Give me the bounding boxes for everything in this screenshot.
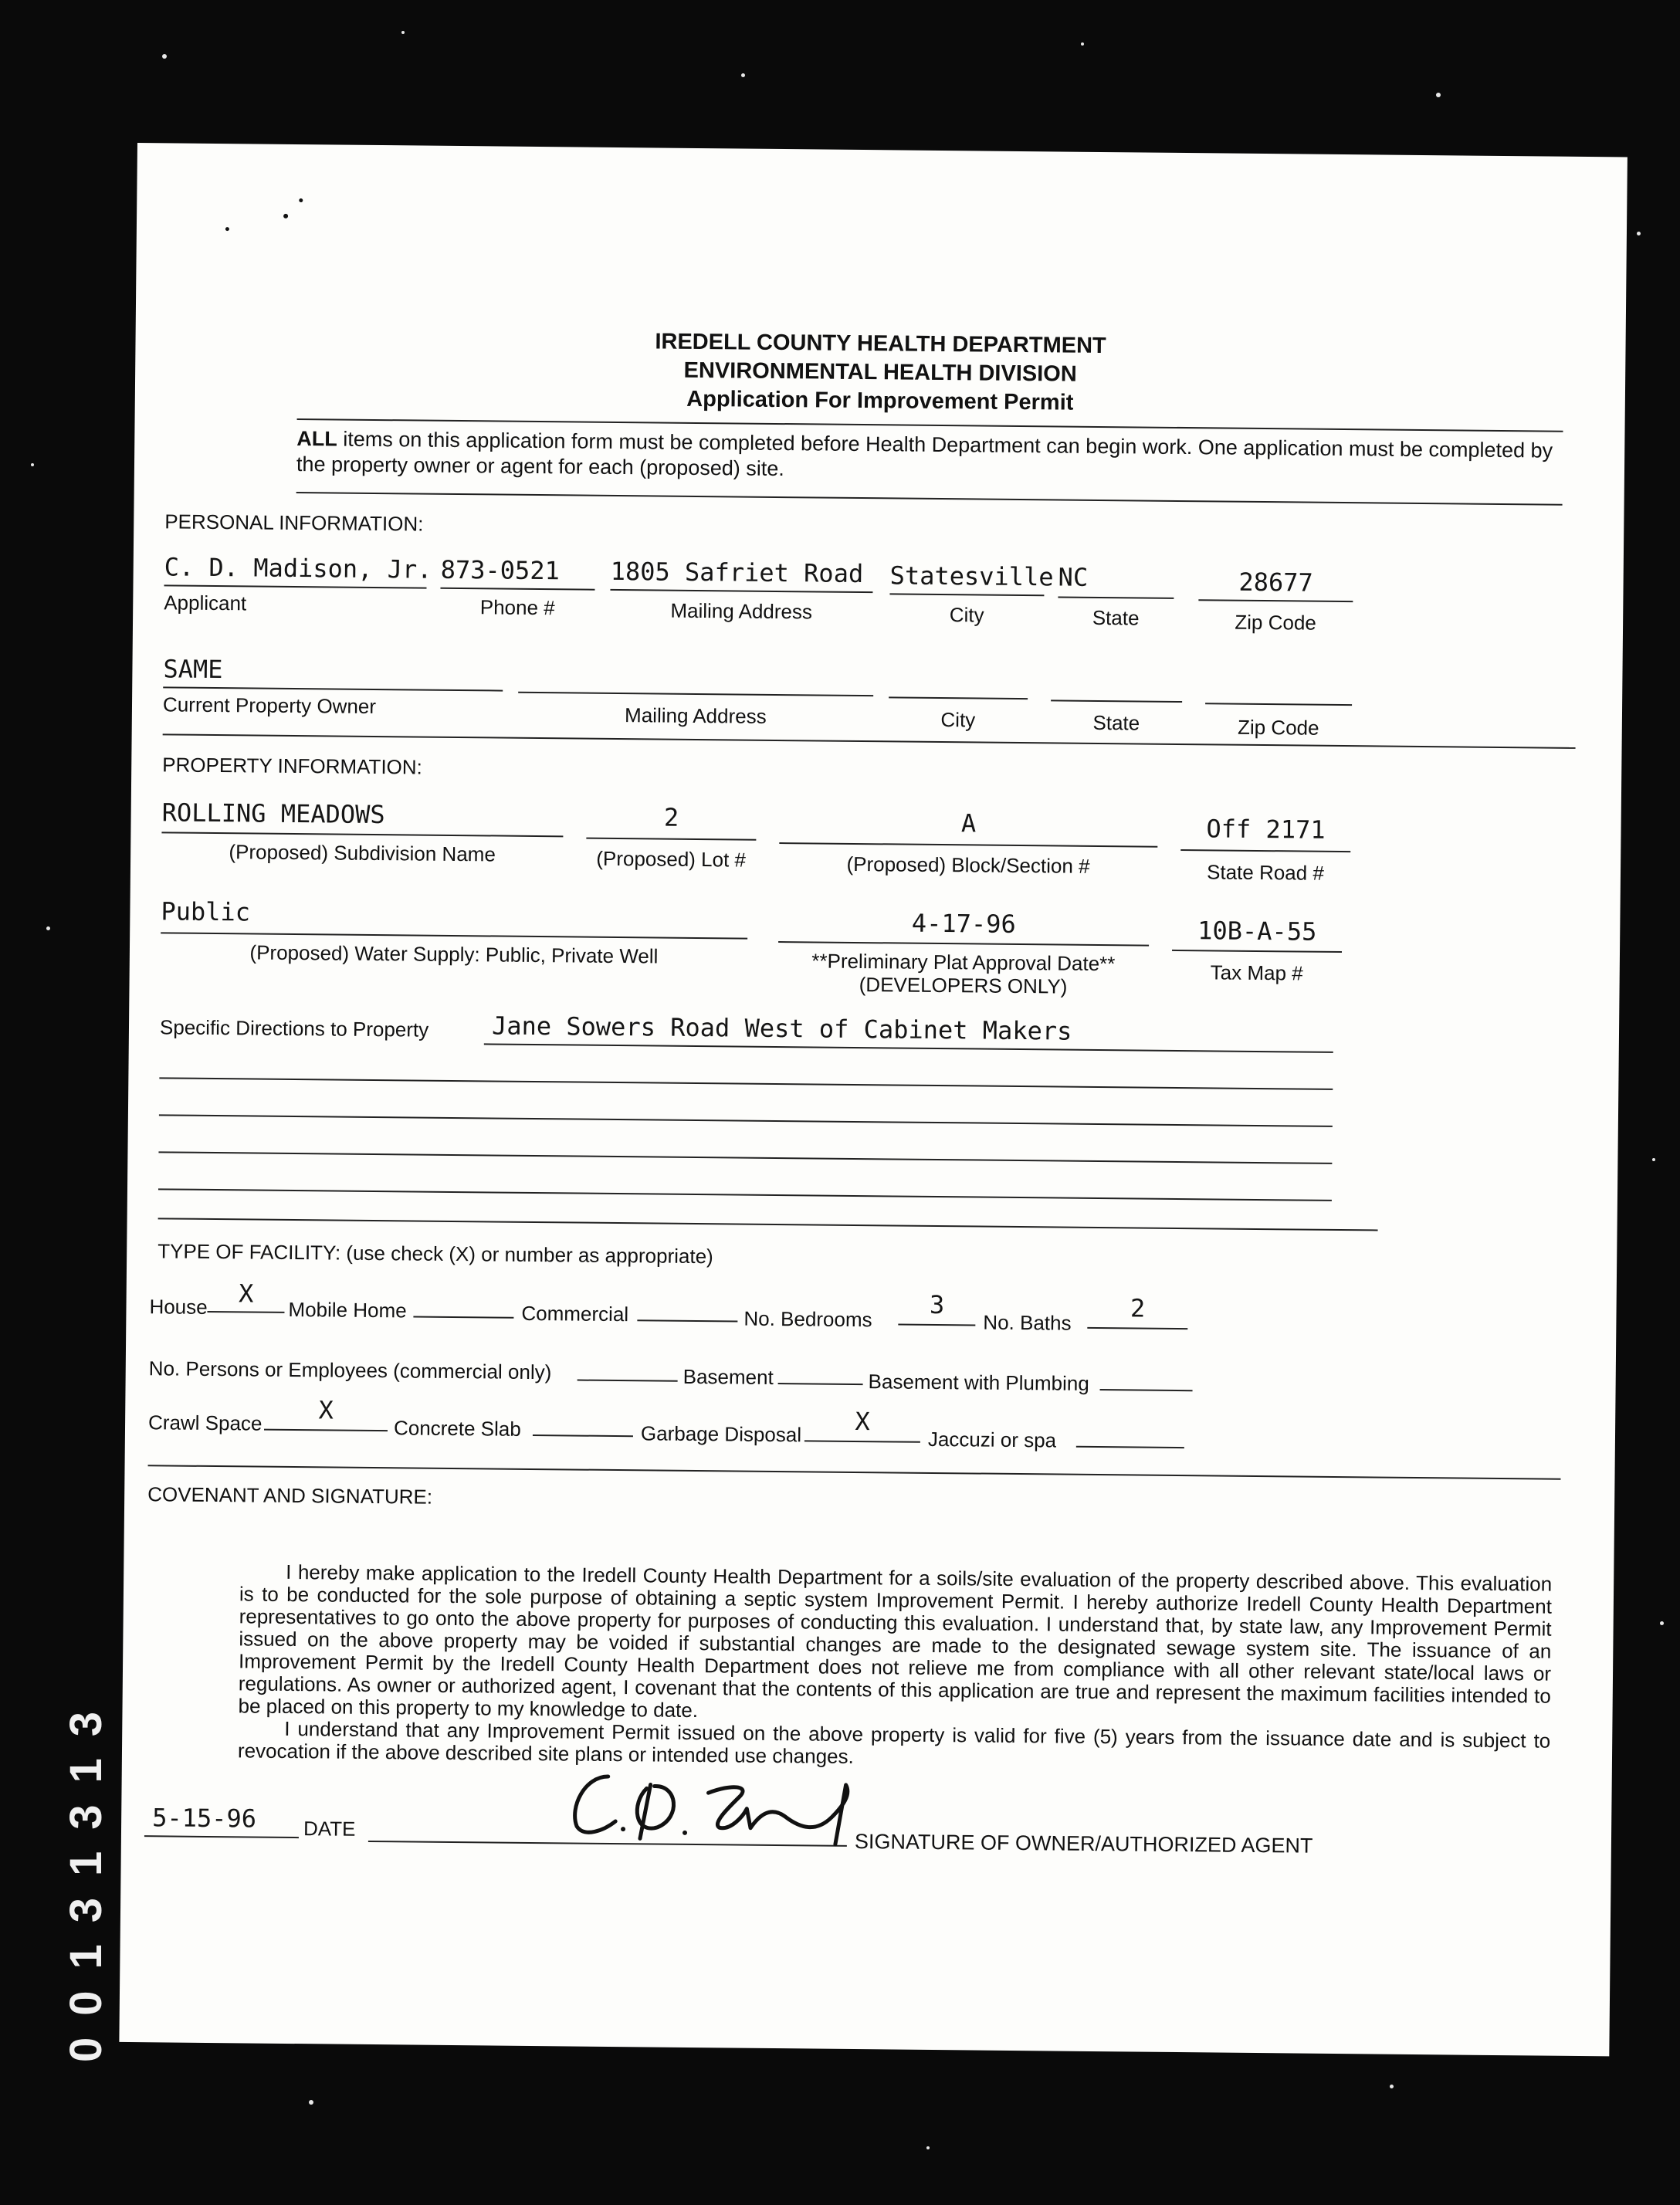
city-label: City <box>949 603 984 627</box>
mobile-home-label: Mobile Home <box>288 1297 407 1323</box>
owner-line <box>163 686 503 691</box>
owner-mailing-label: Mailing Address <box>624 703 767 728</box>
bedrooms-label: No. Bedrooms <box>743 1306 872 1332</box>
garbage-disposal-line <box>804 1440 920 1442</box>
state-label: State <box>1092 605 1140 630</box>
tax-map-value: 10B-A-55 <box>1197 916 1317 947</box>
crawl-space-line <box>264 1429 388 1432</box>
state-road-label: State Road # <box>1206 860 1325 885</box>
jaccuzi-label: Jaccuzi or spa <box>927 1427 1057 1452</box>
plat-date-label: **Preliminary Plat Approval Date** <box>811 949 1116 976</box>
side-document-code: 00131313 <box>61 1689 111 2063</box>
house-label: House <box>149 1295 208 1319</box>
state-value: NC <box>1058 562 1089 592</box>
divider <box>148 1465 1561 1480</box>
property-section-title: PROPERTY INFORMATION: <box>162 753 422 779</box>
owner-zip-label: Zip Code <box>1237 715 1319 740</box>
applicant-line <box>164 584 426 588</box>
phone-label: Phone # <box>479 595 555 620</box>
plat-date-value: 4-17-96 <box>911 908 1016 939</box>
tax-map-line <box>1172 950 1342 953</box>
bedrooms-value: 3 <box>929 1289 945 1320</box>
mailing-address-line <box>610 589 872 593</box>
lot-value: 2 <box>663 802 679 832</box>
basement-plumbing-line <box>1100 1389 1193 1391</box>
divider <box>296 492 1563 506</box>
covenant-paragraph-2: I understand that any Improvement Permit issued on the above property is valid for five (5) years from the issuance date and is subject to revocation if the above described site plans or intended use changes. <box>237 1716 1551 1769</box>
mailing-address-label: Mailing Address <box>670 598 813 624</box>
commercial-label: Commercial <box>521 1301 629 1326</box>
baths-value: 2 <box>1130 1293 1146 1323</box>
signature-label: SIGNATURE OF OWNER/AUTHORIZED AGENT <box>854 1830 1313 1858</box>
crawl-space-value: X <box>318 1395 334 1425</box>
form-title-application: Application For Improvement Permit <box>686 386 1074 415</box>
state-line <box>1058 596 1174 598</box>
applicant-value: C. D. Madison, Jr. <box>164 552 432 584</box>
basement-line <box>778 1383 863 1385</box>
permit-application-form <box>119 143 1628 2056</box>
directions-blank-line <box>158 1188 1332 1201</box>
tax-map-label: Tax Map # <box>1210 960 1303 985</box>
concrete-slab-line <box>533 1434 633 1437</box>
jaccuzi-line <box>1076 1446 1184 1448</box>
owner-city-label: City <box>940 708 976 732</box>
concrete-slab-label: Concrete Slab <box>393 1416 521 1441</box>
date-value: 5-15-96 <box>151 1803 257 1834</box>
basement-label: Basement <box>682 1364 774 1389</box>
form-title-division: ENVIRONMENTAL HEALTH DIVISION <box>683 357 1077 387</box>
baths-label: No. Baths <box>983 1310 1072 1335</box>
persons-label: No. Persons or Employees (commercial only) <box>148 1357 552 1384</box>
personal-section-title: PERSONAL INFORMATION: <box>164 510 424 536</box>
garbage-disposal-value: X <box>855 1406 870 1437</box>
owner-zip-line <box>1205 703 1352 706</box>
owner-state-line <box>1051 699 1182 703</box>
block-value: A <box>960 808 977 838</box>
phone-line <box>440 588 594 591</box>
owner-label: Current Property Owner <box>162 693 377 718</box>
covenant-paragraph-1: I hereby make application to the Iredell County Health Department for a soils/site evaluation of the property described above. This evaluation is to be conducted for the sole purpose of obtaining a septic system Improvement Permit. I hereby authorize Iredell County Health Department representatives to go onto the above property for purposes of conducting this evaluation. I understand that, by state law, any Improvement Permit issued on the above property may be voided if substantial changes are made to the designated sewage system site. The issuance of an Improvement Permit by the Iredell County Health Department does not relieve me from compliance with all other relevant state/local laws or regulations. As owner or authorized agent, I covenant that the contents of this application are true and represent the maximum facilities intended to be placed on this property to my knowledge to date. <box>238 1560 1553 1722</box>
mobile-home-line <box>413 1316 513 1319</box>
subdivision-label: (Proposed) Subdivision Name <box>229 840 496 866</box>
block-line <box>779 842 1157 848</box>
state-road-line <box>1180 849 1350 852</box>
owner-value: SAME <box>163 654 223 685</box>
divider <box>163 733 1576 749</box>
house-line <box>207 1311 284 1313</box>
garbage-disposal-label: Garbage Disposal <box>640 1421 802 1447</box>
water-supply-line <box>161 932 747 939</box>
date-label: DATE <box>303 1817 356 1841</box>
mailing-address-value: 1805 Safriet Road <box>610 556 864 589</box>
block-label: (Proposed) Block/Section # <box>846 852 1090 878</box>
house-value: X <box>238 1279 254 1309</box>
applicant-label: Applicant <box>164 591 247 615</box>
covenant-section-title: COVENANT AND SIGNATURE: <box>147 1482 433 1509</box>
lot-line <box>586 838 756 841</box>
water-supply-label: (Proposed) Water Supply: Public, Private Well <box>249 940 659 968</box>
basement-plumbing-label: Basement with Plumbing <box>868 1370 1089 1395</box>
intro-text: items on this application form must be completed before Health Department can begin work. One application must be completed by the property owner or agent for each (proposed) site. <box>296 427 1553 481</box>
city-line <box>889 593 1044 596</box>
lot-label: (Proposed) Lot # <box>596 846 747 872</box>
phone-value: 873-0521 <box>440 554 561 586</box>
city-value: Statesville <box>889 561 1054 592</box>
zip-value: 28677 <box>1238 567 1313 598</box>
facility-section-title: TYPE OF FACILITY: (use check (X) or number as appropriate) <box>158 1239 713 1268</box>
zip-line <box>1198 599 1353 602</box>
directions-blank-line <box>158 1151 1332 1164</box>
intro-instructions <box>296 426 1563 489</box>
directions-blank-line <box>159 1114 1333 1127</box>
state-road-value: Off 2171 <box>1206 814 1326 845</box>
directions-line <box>484 1043 1333 1053</box>
plat-date-line <box>778 941 1149 947</box>
bedrooms-line <box>898 1324 975 1326</box>
plat-date-sublabel: (DEVELOPERS ONLY) <box>859 973 1068 998</box>
covenant-text <box>238 1560 1552 1774</box>
crawl-space-label: Crawl Space <box>147 1411 262 1435</box>
water-supply-value: Public <box>161 896 251 927</box>
zip-label: Zip Code <box>1235 610 1316 635</box>
date-line <box>144 1835 299 1838</box>
commercial-line <box>637 1319 737 1322</box>
owner-city-line <box>889 696 1028 699</box>
handwritten-signature <box>554 1760 879 1848</box>
form-title-department: IREDELL COUNTY HEALTH DEPARTMENT <box>655 329 1106 359</box>
divider <box>158 1218 1378 1231</box>
directions-value: Jane Sowers Road West of Cabinet Makers <box>491 1011 1072 1046</box>
intro-bold-word: ALL <box>296 426 337 451</box>
directions-blank-line <box>159 1077 1333 1090</box>
subdivision-value: ROLLING MEADOWS <box>161 798 385 830</box>
baths-line <box>1087 1327 1187 1329</box>
subdivision-line <box>161 832 563 837</box>
persons-line <box>578 1380 678 1382</box>
directions-label: Specific Directions to Property <box>159 1015 429 1042</box>
owner-mailing-line <box>518 692 873 696</box>
owner-state-label: State <box>1092 710 1140 735</box>
